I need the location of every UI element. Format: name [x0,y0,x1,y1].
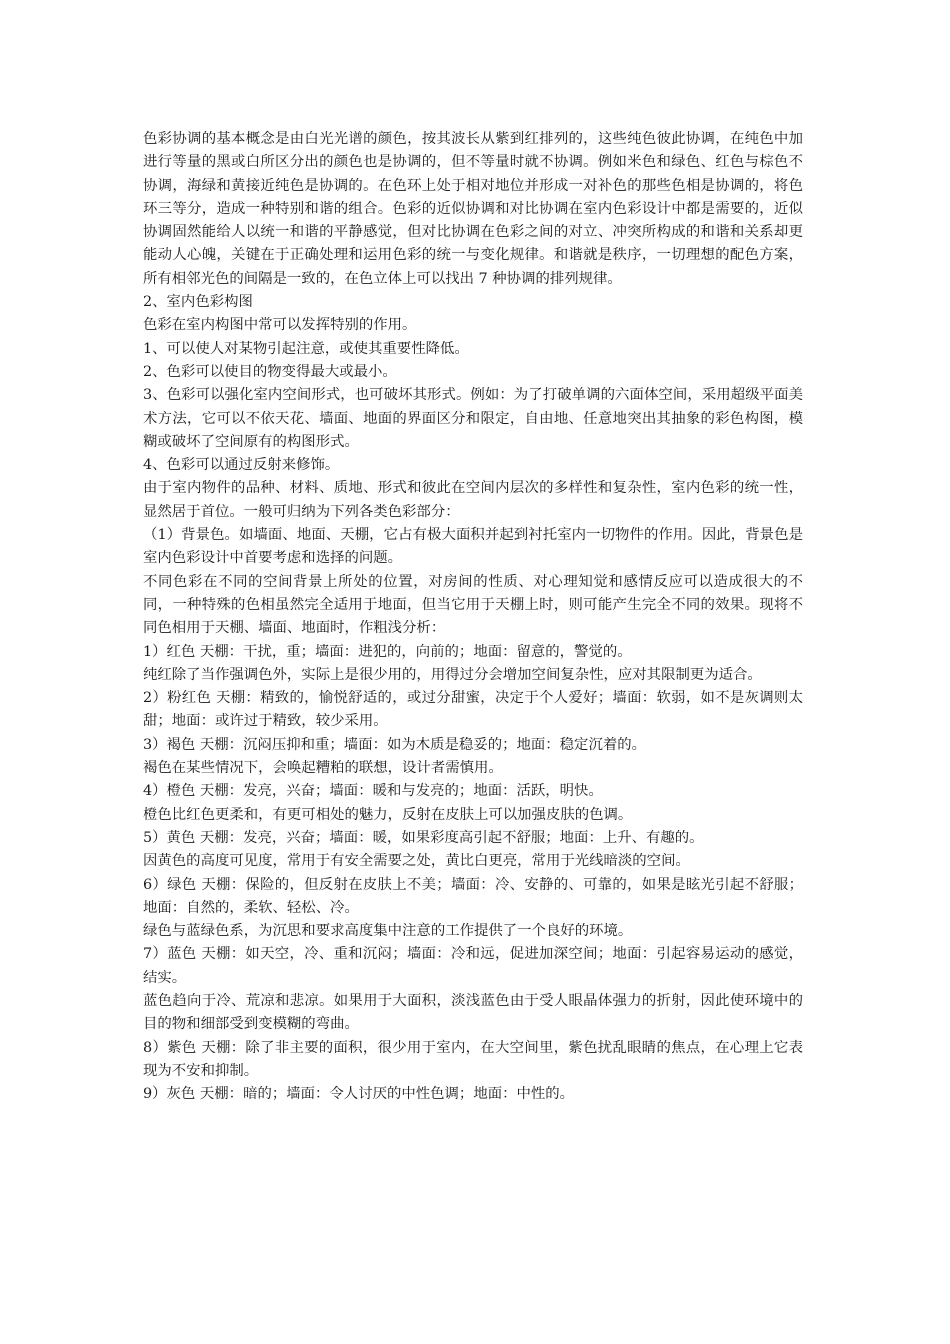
color-item-brown: 3）褐色 天棚：沉闷压抑和重；墙面：如为木质是稳妥的；地面：稳定沉着的。 [143,736,647,753]
list-item-3: 3、色彩可以强化室内空间形式，也可破坏其形式。例如：为了打破单调的六面体空间，采用超级平面美术方法，它可以不依天花、墙面、地面的界面区分和限定，自由地、任意地突出其抽象的彩色构图，模糊或破坏了空间原有的构图形式。 [143,387,803,450]
document-page [143,128,803,1106]
color-item-gray: 9）灰色 天棚：暗的；墙面：令人讨厌的中性色调；地面：中性的。 [143,1086,575,1103]
color-note-blue: 蓝色趋向于冷、荒凉和悲凉。如果用于大面积，淡浅蓝色由于受人眼晶体强力的折射，因此使环境中的目的物和细部受到变模糊的弯曲。 [143,992,803,1033]
color-note-green: 绿色与蓝绿色系，为沉思和要求高度集中注意的工作提供了一个良好的环境。 [143,923,633,940]
color-item-green: 6）绿色 天棚：保险的，但反射在皮肤上不美；墙面：冷、安静的、可靠的，如果是眩光引起不舒服；地面：自然的，柔软、轻松、冷。 [143,876,803,916]
paragraph-composition-intro: 色彩在室内构图中常可以发挥特别的作用。 [143,317,417,334]
color-note-brown: 褐色在某些情况下，会唤起糟粕的联想，设计者需慎用。 [143,760,503,777]
paragraph-color-position: 不同色彩在不同的空间背景上所处的位置，对房间的性质、对心理知觉和感情反应可以造成很大的不同，一种特殊的色相虽然完全适用于地面，但当它用于天棚上时，则可能产生完全不同的效果。现将不同色相用于天棚、墙面、地面时，作粗浅分析： [143,573,803,637]
color-item-yellow: 5）黄色 天棚：发亮，兴奋；墙面：暖，如果彩度高引起不舒服；地面：上升、有趣的。 [143,829,704,846]
paragraph-color-harmony: 色彩协调的基本概念是由白光光谱的颜色，按其波长从紫到红排列的，这些纯色彼此协调，在纯色中加进行等量的黑或白所区分出的颜色也是协调的，但不等量时就不协调。例如米色和绿色、红色与棕色不协调，海绿和黄接近纯色是协调的。在色环上处于相对地位并形成一对补色的那些色相是协调的，将色环三等分，造成一种特别和谐的组合。色彩的近似协调和对比协调在室内色彩设计中都是需要的，近似协调固然能给人以统一和谐的平静感觉，但对比协调在色彩之间的对立、冲突所构成的和谐和关系却更能动人心魄，关键在于正确处理和运用色彩的统一与变化规律。和谐就是秩序，一切理想的配色方案，所有相邻光色的间隔是一致的，在色立体上可以找出 7 种协调的排列规律。 [143,131,803,287]
color-item-orange: 4）橙色 天棚：发亮，兴奋；墙面：暖和与发亮的；地面：活跃，明快。 [143,783,603,800]
paragraph-background-color: （1）背景色。如墙面、地面、天棚，它占有极大面积并起到衬托室内一切物件的作用。因此，背景色是室内色彩设计中首要考虑和选择的问题。 [143,527,803,567]
paragraph-unity: 由于室内物件的品种、材料、质地、形式和彼此在空间内层次的多样性和复杂性，室内色彩的统一性，显然居于首位。一般可归纳为下列各类色彩部分： [143,480,803,520]
section-heading-interior-composition: 2、室内色彩构图 [143,294,253,311]
list-item-4: 4、色彩可以通过反射来修饰。 [143,457,340,474]
color-note-yellow: 因黄色的高度可见度，常用于有安全需要之处，黄比白更亮，常用于光线暗淡的空间。 [143,853,690,870]
color-item-blue: 7）蓝色 天棚：如天空，冷、重和沉闷；墙面：冷和远，促进加深空间；地面：引起容易运动的感觉，结实。 [143,946,803,986]
list-item-1: 1、可以使人对某物引起注意，或使其重要性降低。 [143,340,469,357]
color-item-pink: 2）粉红色 天棚：精致的，愉悦舒适的，或过分甜蜜，决定于个人爱好；墙面：软弱，如不是灰调则太甜；地面：或许过于精致，较少采用。 [143,690,803,730]
color-note-red: 纯红除了当作强调色外，实际上是很少用的，用得过分会增加空间复杂性，应对其限制更为适合。 [143,666,762,683]
color-item-purple: 8）紫色 天棚：除了非主要的面积，很少用于室内，在大空间里，紫色扰乱眼睛的焦点，在心理上它表现为不安和抑制。 [143,1039,803,1079]
color-note-orange: 橙色比红色更柔和，有更可相处的魅力，反射在皮肤上可以加强皮肤的色调。 [143,806,633,823]
color-item-red: 1）红色 天棚：干扰，重；墙面：进犯的，向前的；地面：留意的，警觉的。 [143,643,632,660]
list-item-2: 2、色彩可以使目的物变得最大或最小。 [143,363,397,380]
